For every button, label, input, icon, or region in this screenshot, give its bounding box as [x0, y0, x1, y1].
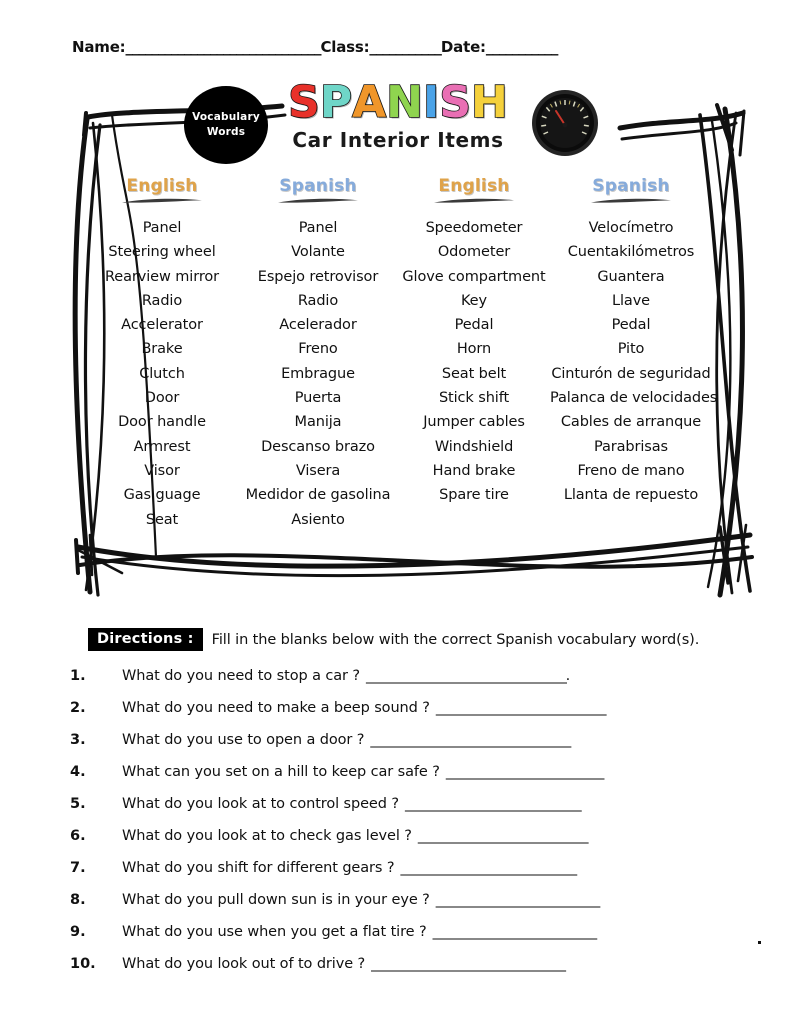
header-underline — [277, 197, 359, 204]
page-subtitle: Car Interior Items — [292, 128, 504, 152]
title-letter: S — [439, 77, 472, 128]
vocabulary-word: Manija — [294, 414, 342, 431]
vocabulary-word: Palanca de velocidades — [550, 390, 718, 407]
date-blank[interactable]: ___________ — [485, 38, 558, 56]
answer-blank[interactable]: ____________________________ — [435, 700, 606, 716]
vocabulary-word: Cables de arranque — [560, 414, 702, 431]
stray-mark — [758, 941, 761, 944]
question-row — [70, 668, 770, 700]
word-list-english-right — [398, 216, 550, 508]
vocabulary-word: Parabrisas — [593, 438, 668, 455]
vocabulary-word: Radio — [141, 292, 183, 309]
vocabulary-word: Visera — [295, 462, 341, 479]
column-spanish-left — [238, 176, 398, 532]
question-text: What do you look at to check gas level ? — [122, 828, 412, 844]
question-text: What do you look at to control speed ? — [122, 796, 399, 812]
vocabulary-word: Visor — [144, 462, 180, 479]
title-letter: P — [319, 77, 353, 128]
vocabulary-word: Freno de mano — [577, 462, 685, 479]
directions-text: Fill in the blanks below with the correct Spanish vocabulary word(s). — [211, 631, 700, 648]
question-text: What can you set on a hill to keep car safe ? — [122, 764, 440, 780]
vocabulary-word: Glove compartment — [402, 268, 546, 285]
question-number: 4. — [70, 764, 86, 780]
vocabulary-word: Door — [144, 390, 180, 407]
vocabulary-word: Seat belt — [441, 365, 507, 382]
vocabulary-word: Speedometer — [425, 220, 523, 236]
question-list — [70, 668, 770, 988]
answer-blank[interactable]: ________________________________ — [371, 956, 565, 972]
vocabulary-word: Armrest — [133, 438, 191, 455]
vocabulary-word: Pedal — [454, 317, 494, 334]
column-english-right — [398, 176, 550, 532]
column-header-english-left: English — [126, 176, 198, 196]
question-number: 5. — [70, 796, 86, 812]
question-number: 10. — [70, 956, 96, 972]
vocabulary-word: Radio — [297, 292, 339, 309]
date-label: Date: — [440, 38, 486, 56]
vocabulary-word: Pedal — [611, 317, 651, 334]
answer-blank[interactable]: _________________________________ — [370, 732, 571, 748]
answer-blank[interactable]: _________________________________. — [366, 668, 570, 684]
vocabulary-word: Embrague — [281, 365, 355, 382]
question-text: What do you use to open a door ? — [122, 732, 365, 748]
vocabulary-word: Brake — [141, 341, 183, 358]
vocabulary-word: Seat — [145, 511, 179, 528]
vocabulary-word: Pito — [617, 341, 645, 358]
vocabulary-word: Panel — [298, 220, 338, 236]
class-blank[interactable]: ___________ — [369, 38, 441, 56]
question-number: 1. — [70, 668, 86, 684]
column-header-spanish-left: Spanish — [279, 176, 357, 196]
column-header-english-right: English — [438, 176, 510, 196]
vocabulary-word: Puerta — [294, 390, 342, 407]
student-info-line — [72, 38, 722, 56]
speedometer-icon — [531, 89, 599, 157]
answer-blank[interactable]: _____________________________ — [404, 796, 581, 812]
question-row — [70, 796, 770, 828]
vocabulary-word: Windshield — [434, 438, 514, 455]
question-text: What do you use when you get a flat tire ? — [122, 924, 427, 940]
vocabulary-word: Rearview mirror — [104, 268, 220, 285]
name-blank[interactable]: ______________________________ — [125, 38, 321, 56]
question-number: 3. — [70, 732, 86, 748]
vocabulary-word: Llanta de repuesto — [563, 487, 699, 504]
question-number: 2. — [70, 700, 86, 716]
question-row — [70, 764, 770, 796]
directions-tag: Directions : — [88, 628, 203, 651]
word-list-spanish-left — [238, 216, 398, 532]
vocabulary-word: Espejo retrovisor — [257, 268, 379, 285]
title-letter: N — [386, 77, 423, 128]
vocabulary-word: Volante — [291, 244, 345, 261]
question-text: What do you look out of to drive ? — [122, 956, 366, 972]
question-number: 9. — [70, 924, 86, 940]
vocabulary-word: Descanso brazo — [261, 438, 375, 455]
header-underline — [590, 197, 672, 204]
question-row — [70, 700, 770, 732]
vocabulary-word: Key — [461, 292, 487, 309]
question-text: What do you pull down sun is in your eye ? — [122, 892, 430, 908]
header-underline — [121, 197, 203, 204]
answer-blank[interactable]: ____________________________ — [417, 828, 588, 844]
vocabulary-word: Panel — [142, 220, 182, 236]
vocabulary-word: Velocímetro — [588, 220, 674, 236]
page-title — [278, 77, 518, 128]
answer-blank[interactable]: _____________________________ — [400, 860, 576, 876]
column-spanish-right — [550, 176, 718, 532]
word-list-spanish-right — [550, 216, 718, 508]
answer-blank[interactable]: ___________________________ — [435, 892, 600, 908]
question-text: What do you need to make a beep sound ? — [122, 700, 430, 716]
vocabulary-word: Spare tire — [439, 487, 509, 504]
question-number: 6. — [70, 828, 86, 844]
question-text: What do you shift for different gears ? — [122, 860, 395, 876]
title-letter: S — [288, 77, 320, 128]
question-row — [70, 732, 770, 764]
vocabulary-word: Odometer — [437, 244, 511, 261]
question-row — [70, 860, 770, 892]
vocabulary-word: Steering wheel — [108, 244, 216, 261]
badge-line-1: Vocabulary — [192, 110, 260, 123]
question-number: 7. — [70, 860, 86, 876]
title-letter: I — [422, 77, 440, 128]
title-block — [278, 77, 518, 152]
vocabulary-words-badge — [184, 86, 268, 164]
vocabulary-word: Llave — [612, 292, 650, 309]
vocabulary-word: Asiento — [291, 511, 345, 528]
answer-blank[interactable]: __________________________ — [445, 764, 604, 780]
vocabulary-word: Jumper cables — [423, 414, 525, 431]
question-number: 8. — [70, 892, 86, 908]
question-text: What do you need to stop a car ? — [122, 668, 360, 684]
question-row — [70, 924, 770, 956]
vocabulary-word: Cinturón de seguridad — [551, 365, 711, 382]
class-label: Class: — [320, 38, 370, 56]
question-row — [70, 956, 770, 988]
title-letter: A — [352, 77, 387, 128]
answer-blank[interactable]: ___________________________ — [432, 924, 596, 940]
column-english-left — [86, 176, 238, 532]
vocabulary-word: Door handle — [118, 414, 206, 431]
vocabulary-word: Gas guage — [123, 487, 201, 504]
header-underline — [433, 197, 515, 204]
badge-line-2: Words — [206, 126, 246, 138]
vocabulary-word: Acelerador — [279, 317, 357, 334]
column-header-spanish-right: Spanish — [592, 176, 670, 196]
question-row — [70, 828, 770, 860]
word-list-english-left — [86, 216, 238, 532]
vocabulary-word: Freno — [298, 341, 338, 358]
vocabulary-word: Cuentakilómetros — [567, 244, 695, 261]
directions-row — [88, 628, 699, 651]
title-letter: H — [471, 77, 508, 128]
name-label: Name: — [72, 38, 126, 56]
vocabulary-word: Hand brake — [432, 462, 516, 479]
vocabulary-word: Guantera — [597, 268, 665, 285]
vocabulary-table — [86, 176, 718, 532]
question-row — [70, 892, 770, 924]
vocabulary-word: Horn — [456, 341, 492, 358]
vocabulary-word: Accelerator — [121, 317, 203, 334]
vocabulary-word: Medidor de gasolina — [245, 487, 391, 504]
vocabulary-word: Stick shift — [438, 390, 510, 407]
vocabulary-word: Clutch — [139, 365, 185, 382]
